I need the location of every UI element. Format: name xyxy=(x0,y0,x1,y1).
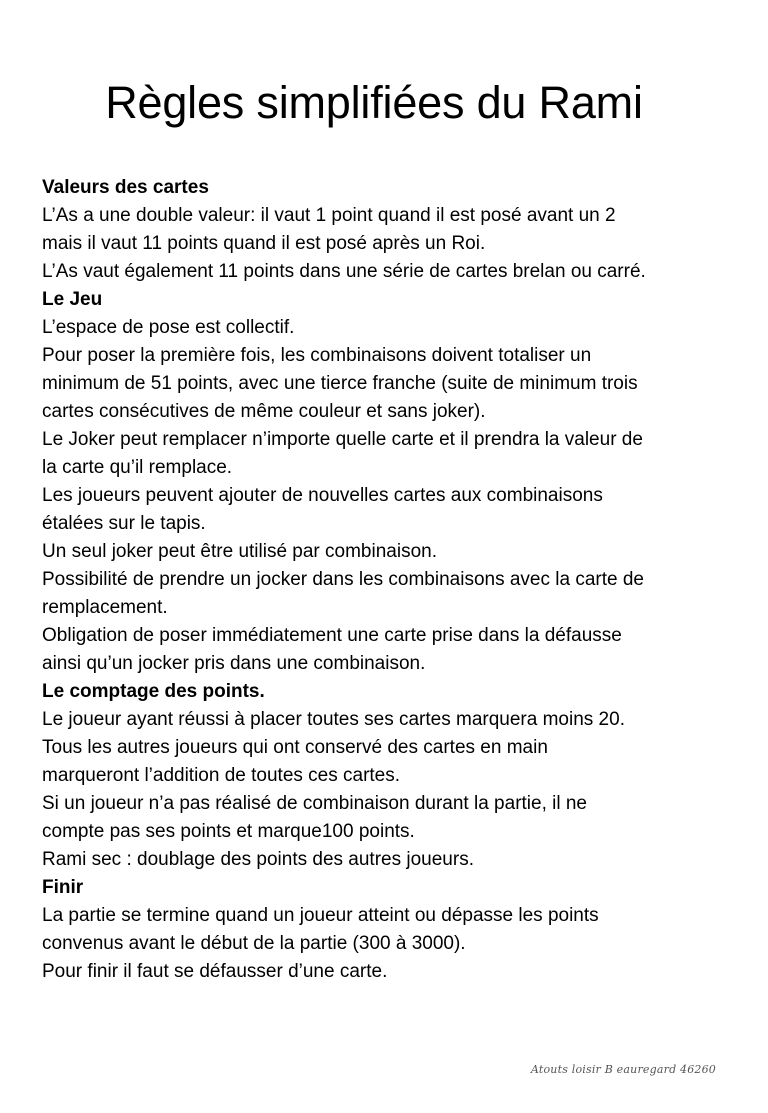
text-line: mais il vaut 11 points quand il est posé après un Roi. xyxy=(42,233,486,254)
text-line: Le Joker peut remplacer n’importe quelle carte et il prendra la valeur de xyxy=(42,429,643,450)
text-line: étalées sur le tapis. xyxy=(42,513,206,534)
section-heading: Finir xyxy=(42,877,84,898)
text-line: marqueront l’addition de toutes ces cartes. xyxy=(42,765,401,786)
section-heading: Le comptage des points. xyxy=(42,681,265,702)
text-line: Pour poser la première fois, les combinaisons doivent totaliser un xyxy=(42,345,592,366)
text-line: compte pas ses points et marque100 points. xyxy=(42,821,415,842)
text-line: Si un joueur n’a pas réalisé de combinaison durant la partie, il ne xyxy=(42,793,587,814)
text-line: L’As a une double valeur: il vaut 1 point quand il est posé avant un 2 xyxy=(42,205,616,226)
text-line: Obligation de poser immédiatement une carte prise dans la défausse xyxy=(42,625,622,646)
footer-credit: Atouts loisir B eauregard 46260 xyxy=(530,1063,716,1076)
page-title: Règles simplifiées du Rami xyxy=(105,77,643,128)
section-finir xyxy=(42,874,742,986)
section-heading: Valeurs des cartes xyxy=(42,177,209,198)
section-heading: Le Jeu xyxy=(42,289,103,310)
text-line: L’espace de pose est collectif. xyxy=(42,317,295,338)
section-valeurs-des-cartes xyxy=(42,174,742,286)
section-comptage-des-points xyxy=(42,678,742,874)
text-line: Rami sec : doublage des points des autres joueurs. xyxy=(42,849,474,870)
text-line: L’As vaut également 11 points dans une série de cartes brelan ou carré. xyxy=(42,261,646,282)
text-line: Les joueurs peuvent ajouter de nouvelles cartes aux combinaisons xyxy=(42,485,603,506)
text-line: La partie se termine quand un joueur atteint ou dépasse les points xyxy=(42,905,599,926)
text-line: remplacement. xyxy=(42,597,168,618)
section-le-jeu xyxy=(42,286,742,678)
text-line: cartes consécutives de même couleur et sans joker). xyxy=(42,401,486,422)
text-line: ainsi qu’un jocker pris dans une combinaison. xyxy=(42,653,426,674)
text-line: Un seul joker peut être utilisé par combinaison. xyxy=(42,541,437,562)
rules-content xyxy=(42,174,742,986)
text-line: Le joueur ayant réussi à placer toutes ses cartes marquera moins 20. xyxy=(42,709,625,730)
text-line: Tous les autres joueurs qui ont conservé des cartes en main xyxy=(42,737,548,758)
text-line: Pour finir il faut se défausser d’une carte. xyxy=(42,961,388,982)
text-line: la carte qu’il remplace. xyxy=(42,457,233,478)
text-line: Possibilité de prendre un jocker dans les combinaisons avec la carte de xyxy=(42,569,644,590)
text-line: minimum de 51 points, avec une tierce franche (suite de minimum trois xyxy=(42,373,638,394)
text-line: convenus avant le début de la partie (300 à 3000). xyxy=(42,933,466,954)
